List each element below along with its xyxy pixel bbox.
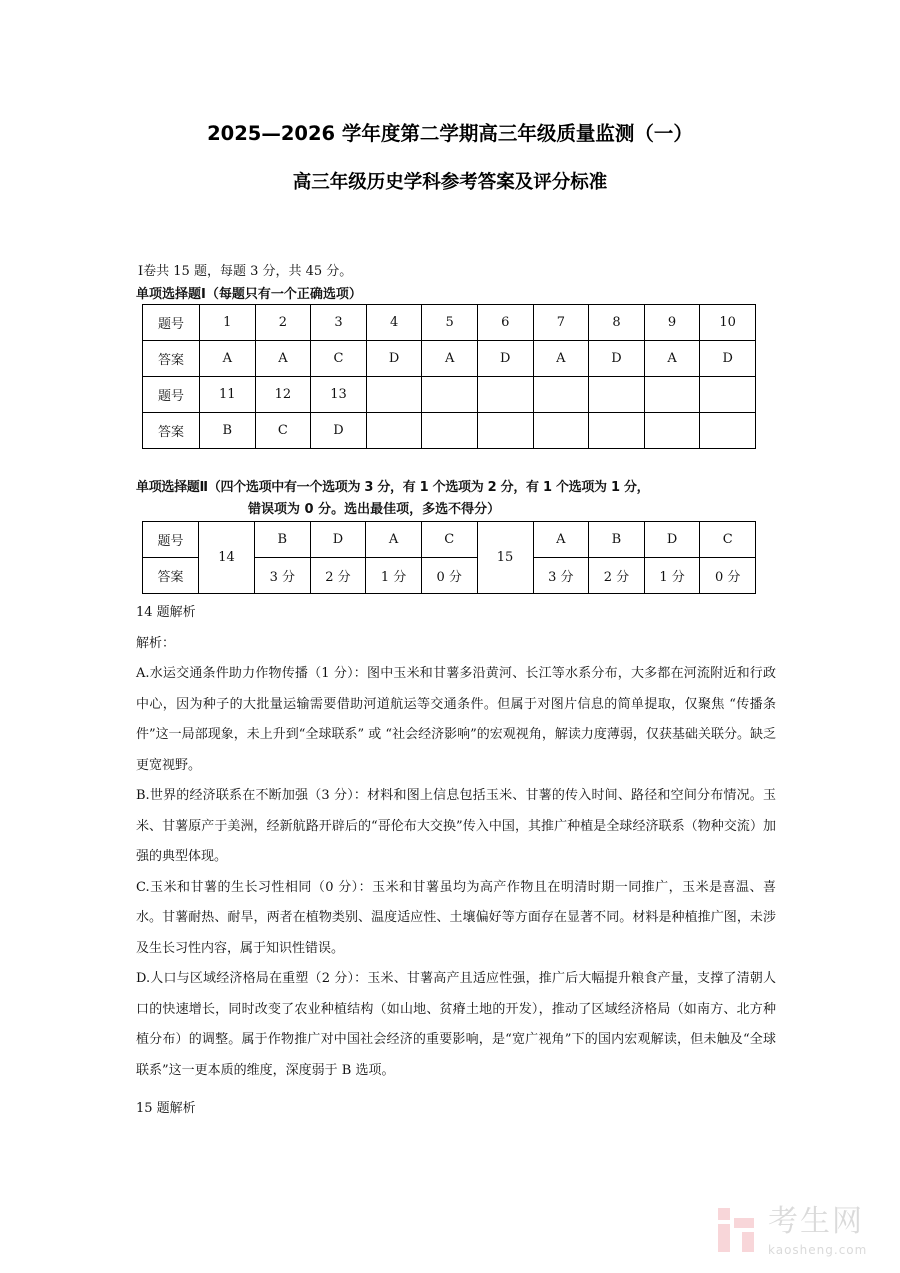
answer-cell	[422, 413, 478, 449]
question-number-cell: 3	[311, 305, 367, 341]
score-cell: 1 分	[644, 558, 700, 594]
answer-cell: A	[200, 341, 256, 377]
score-cell: 1 分	[366, 558, 422, 594]
analysis-section	[136, 598, 776, 1125]
question-number-cell: 5	[422, 305, 478, 341]
answer-cell: C	[255, 413, 311, 449]
watermark-brand: 考生网	[768, 1204, 864, 1239]
question-number-cell: 9	[644, 305, 700, 341]
question-number-cell	[422, 377, 478, 413]
analysis-option-c: C.玉米和甘薯的生长习性相同（0 分）：玉米和甘薯虽均为高产作物且在明清时期一同推广，玉米是喜温、喜水。甘薯耐热、耐旱，两者在植物类别、温度适应性、土壤偏好等方面存在显著不同。材料是种植推广图，未涉及生长习性内容，属于知识性错误。	[136, 879, 776, 956]
analysis-option-a: A.水运交通条件助力作物传播（1 分）：图中玉米和甘薯多沿黄河、长江等水系分布，大多都在河流附近和行政中心，因为种子的大批量运输需要借助河道航运等交通条件。但属于对图片信息的简单提取，仅聚焦 “传播条件”这一局部现象，未上升到“全球联系” 或 “社会经济影响”的宏观视角，解读力度薄弱，仅获基础关联分。缺乏更宽视野。	[136, 666, 776, 773]
watermark-url: kaosheng.com	[768, 1243, 868, 1257]
answer-cell	[366, 413, 422, 449]
score-cell: 3 分	[533, 558, 589, 594]
label-answer: 答案	[143, 341, 200, 377]
question-number-cell	[477, 377, 533, 413]
answer-cell	[477, 413, 533, 449]
answer-cell	[644, 413, 700, 449]
answer-cell: D	[589, 341, 645, 377]
q15-analysis-title: 15 题解析	[136, 1101, 196, 1116]
question-number-cell	[533, 377, 589, 413]
option-cell: C	[700, 522, 756, 558]
score-cell: 2 分	[589, 558, 645, 594]
question-number-cell: 8	[589, 305, 645, 341]
table-row	[143, 341, 756, 377]
score-cell: 0 分	[421, 558, 477, 594]
answer-table-2	[142, 521, 756, 594]
question-number-cell: 13	[311, 377, 367, 413]
question-number-cell: 1	[200, 305, 256, 341]
answer-cell: A	[644, 341, 700, 377]
table-row	[143, 377, 756, 413]
answer-cell	[700, 413, 756, 449]
question-number-cell	[366, 377, 422, 413]
analysis-option-d: D.人口与区域经济格局在重塑（2 分）：玉米、甘薯高产且适应性强，推广后大幅提升粮食产量，支撑了清朝人口的快速增长，同时改变了农业种植结构（如山地、贫瘠土地的开发），推动了区域经济格局（如南方、北方种植分布）的调整。属于作物推广对中国社会经济的重要影响，是“宽广视角”下的国内宏观解读，但未触及“全球联系”这一更本质的维度，深度弱于 B 选项。	[136, 971, 776, 1078]
section1-heading: 单项选择题Ⅰ（每题只有一个正确选项）	[136, 287, 362, 302]
question-number-cell	[700, 377, 756, 413]
table-row	[143, 522, 756, 558]
question-number: 14	[199, 522, 255, 594]
answer-cell: D	[311, 413, 367, 449]
answer-cell: A	[533, 341, 589, 377]
option-cell: B	[255, 522, 311, 558]
option-cell: D	[310, 522, 366, 558]
table-row	[143, 305, 756, 341]
score-cell: 2 分	[310, 558, 366, 594]
question-number-cell	[644, 377, 700, 413]
question-number-cell: 7	[533, 305, 589, 341]
option-cell: B	[589, 522, 645, 558]
section2-heading-line2: 错误项为 0 分。选出最佳项，多选不得分）	[248, 502, 501, 517]
answer-cell: D	[366, 341, 422, 377]
answer-cell	[589, 413, 645, 449]
answer-cell: D	[700, 341, 756, 377]
question-number-cell: 6	[477, 305, 533, 341]
question-number-cell: 12	[255, 377, 311, 413]
answer-cell	[533, 413, 589, 449]
option-cell: A	[533, 522, 589, 558]
answer-table-1	[142, 304, 756, 449]
option-cell: C	[421, 522, 477, 558]
intro-text: Ⅰ卷共 15 题，每题 3 分，共 45 分。	[138, 264, 353, 279]
question-number-cell: 10	[700, 305, 756, 341]
document-subtitle: 高三年级历史学科参考答案及评分标准	[292, 172, 608, 193]
option-cell: A	[366, 522, 422, 558]
section2-heading-line1: 单项选择题Ⅱ（四个选项中有一个选项为 3 分，有 1 个选项为 2 分，有 1 个选项为 1 分，	[136, 480, 650, 495]
question-number-cell: 4	[366, 305, 422, 341]
label-question: 题号	[143, 522, 199, 558]
table-row	[143, 413, 756, 449]
answer-cell: B	[200, 413, 256, 449]
document-title: 2025—2026 学年度第二学期高三年级质量监测（一）	[207, 122, 693, 145]
question-number: 15	[477, 522, 533, 594]
question-number-cell: 11	[200, 377, 256, 413]
answer-cell: C	[311, 341, 367, 377]
q14-analysis-title: 14 题解析	[136, 605, 196, 620]
question-number-cell: 2	[255, 305, 311, 341]
analysis-label: 解析：	[136, 635, 176, 651]
score-cell: 3 分	[255, 558, 311, 594]
label-question: 题号	[143, 377, 200, 413]
label-answer: 答案	[143, 413, 200, 449]
kaosheng-logo-icon	[718, 1208, 754, 1252]
analysis-option-b: B.世界的经济联系在不断加强（3 分）：材料和图上信息包括玉米、甘薯的传入时间、路径和空间分布情况。玉米、甘薯原产于美洲，经新航路开辟后的“哥伦布大交换”传入中国，其推广种植是全球经济联系（物种交流）加强的典型体现。	[136, 788, 776, 864]
option-cell: D	[644, 522, 700, 558]
answer-cell: A	[255, 341, 311, 377]
score-cell: 0 分	[700, 558, 756, 594]
label-answer: 答案	[143, 558, 199, 594]
answer-cell: D	[477, 341, 533, 377]
label-question: 题号	[143, 305, 200, 341]
answer-cell: A	[422, 341, 478, 377]
watermark	[718, 1205, 888, 1260]
question-number-cell	[589, 377, 645, 413]
